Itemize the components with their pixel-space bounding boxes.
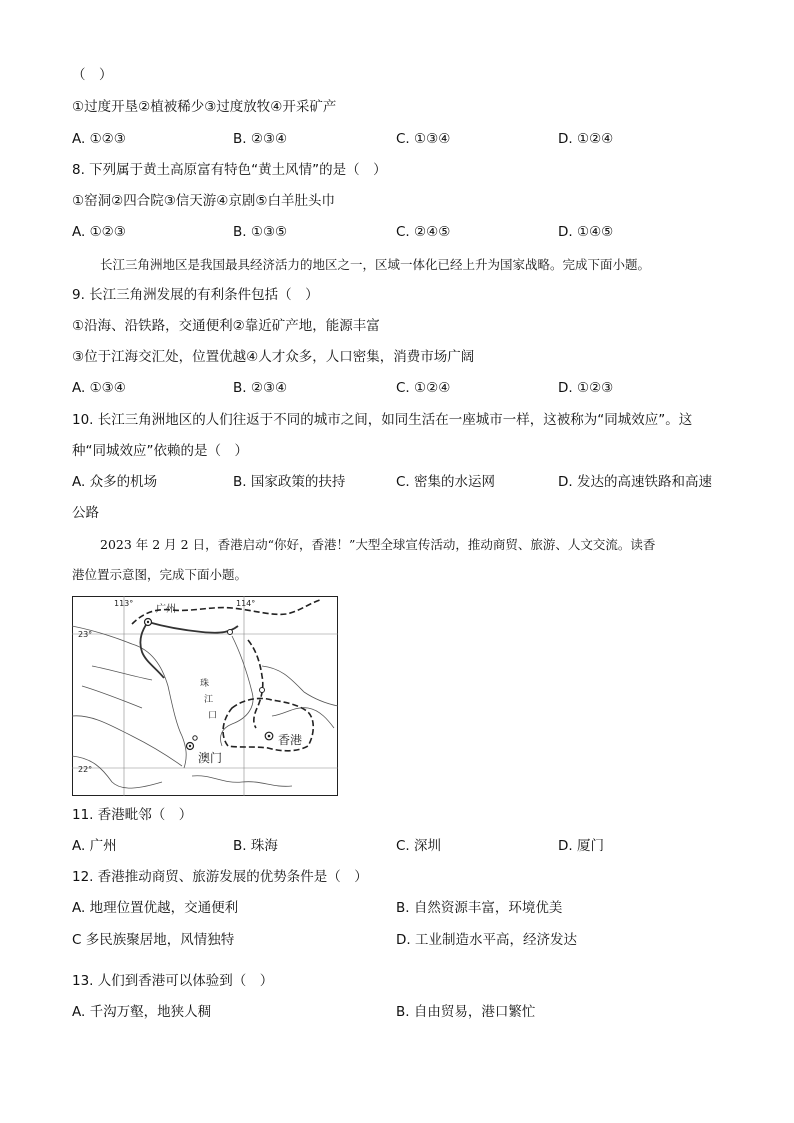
q12-stem: 12. 香港推动商贸、旅游发展的优势条件是（ ）	[72, 869, 368, 885]
q9-items-1: ①沿海、沿铁路，交通便利②靠近矿产地，能源丰富	[72, 318, 380, 334]
macau-label: 澳门	[198, 751, 223, 765]
q7-option-b[interactable]: B. ②③④	[233, 131, 288, 147]
hongkong-label: 香港	[278, 733, 303, 747]
q12-option-c[interactable]: C 多民族聚居地，风情独特	[72, 932, 235, 948]
q7-option-a[interactable]: A. ①②③	[72, 131, 126, 147]
q10-stem-1: 10. 长江三角洲地区的人们往返于不同的城市之间，如同生活在一座城市一样，这被称为“同城效应”。这	[72, 412, 693, 428]
q12-option-a[interactable]: A. 地理位置优越，交通便利	[72, 900, 239, 916]
q7-paren: （ ）	[72, 67, 113, 83]
estuary-label-2: 江	[204, 695, 214, 705]
q8-option-c[interactable]: C. ②④⑤	[396, 224, 451, 240]
q13-option-b[interactable]: B. 自由贸易，港口繁忙	[396, 1004, 536, 1020]
lat-22-label: 22°	[78, 765, 93, 774]
q7-items: ①过度开垦②植被稀少③过度放牧④开采矿产	[72, 99, 337, 115]
q8-option-a[interactable]: A. ①②③	[72, 224, 126, 240]
q7-option-c[interactable]: C. ①③④	[396, 131, 451, 147]
q8-stem: 8. 下列属于黄土高原富有特色“黄土风情”的是（ ）	[72, 162, 387, 178]
q7-option-d[interactable]: D. ①②④	[558, 131, 614, 147]
lon-113-label: 113°	[114, 599, 134, 608]
q10-option-d[interactable]: D. 发达的高速铁路和高速	[558, 474, 712, 490]
shenzhen-marker	[228, 630, 233, 635]
q12-option-d[interactable]: D. 工业制造水平高，经济发达	[396, 932, 577, 948]
q8-option-b[interactable]: B. ①③⑤	[233, 224, 288, 240]
guangzhou-label: 广州	[156, 604, 176, 615]
q10-option-d-continued: 公路	[72, 505, 99, 521]
lon-114-label: 114°	[236, 599, 256, 608]
q9-option-c[interactable]: C. ①②④	[396, 380, 451, 396]
q11-option-b[interactable]: B. 珠海	[233, 838, 278, 854]
q10-option-a[interactable]: A. 众多的机场	[72, 474, 158, 490]
q10-option-b[interactable]: B. 国家政策的扶持	[233, 474, 346, 490]
estuary-label-3: 口	[208, 711, 218, 721]
q12-option-b[interactable]: B. 自然资源丰富，环境优美	[396, 900, 563, 916]
passage-hongkong-2: 港位置示意图，完成下面小题。	[72, 567, 248, 582]
q9-items-2: ③位于江海交汇处，位置优越④人才众多，人口密集，消费市场广阔	[72, 349, 475, 365]
estuary-label-1: 珠	[200, 679, 210, 689]
q11-option-a[interactable]: A. 广州	[72, 838, 117, 854]
lat-23-label: 23°	[78, 630, 93, 639]
passage-yangtze-delta: 长江三角洲地区是我国最具经济活力的地区之一，区域一体化已经上升为国家战略。完成下面小题。	[100, 257, 651, 272]
q8-items: ①窑洞②四合院③信天游④京剧⑤白羊肚头巾	[72, 193, 336, 209]
q13-option-a[interactable]: A. 千沟万壑，地狭人稠	[72, 1004, 212, 1020]
q11-option-c[interactable]: C. 深圳	[396, 838, 442, 854]
q10-option-c[interactable]: C. 密集的水运网	[396, 474, 496, 490]
q13-stem: 13. 人们到香港可以体验到（ ）	[72, 973, 274, 989]
station-marker	[260, 688, 265, 693]
q11-option-d[interactable]: D. 厦门	[558, 838, 604, 854]
q9-stem: 9. 长江三角洲发展的有利条件包括（ ）	[72, 287, 319, 303]
q10-stem-2: 种“同城效应”依赖的是（ ）	[72, 443, 248, 459]
hongkong-location-map	[72, 596, 338, 796]
q9-option-d[interactable]: D. ①②③	[558, 380, 614, 396]
q11-stem: 11. 香港毗邻（ ）	[72, 807, 193, 823]
q8-option-d[interactable]: D. ①④⑤	[558, 224, 614, 240]
passage-hongkong-1: 2023 年 2 月 2 日，香港启动“你好，香港！”大型全球宣传活动，推动商贸、旅游、人文交流。读香	[100, 537, 656, 552]
q9-option-a[interactable]: A. ①③④	[72, 380, 126, 396]
q9-option-b[interactable]: B. ②③④	[233, 380, 288, 396]
